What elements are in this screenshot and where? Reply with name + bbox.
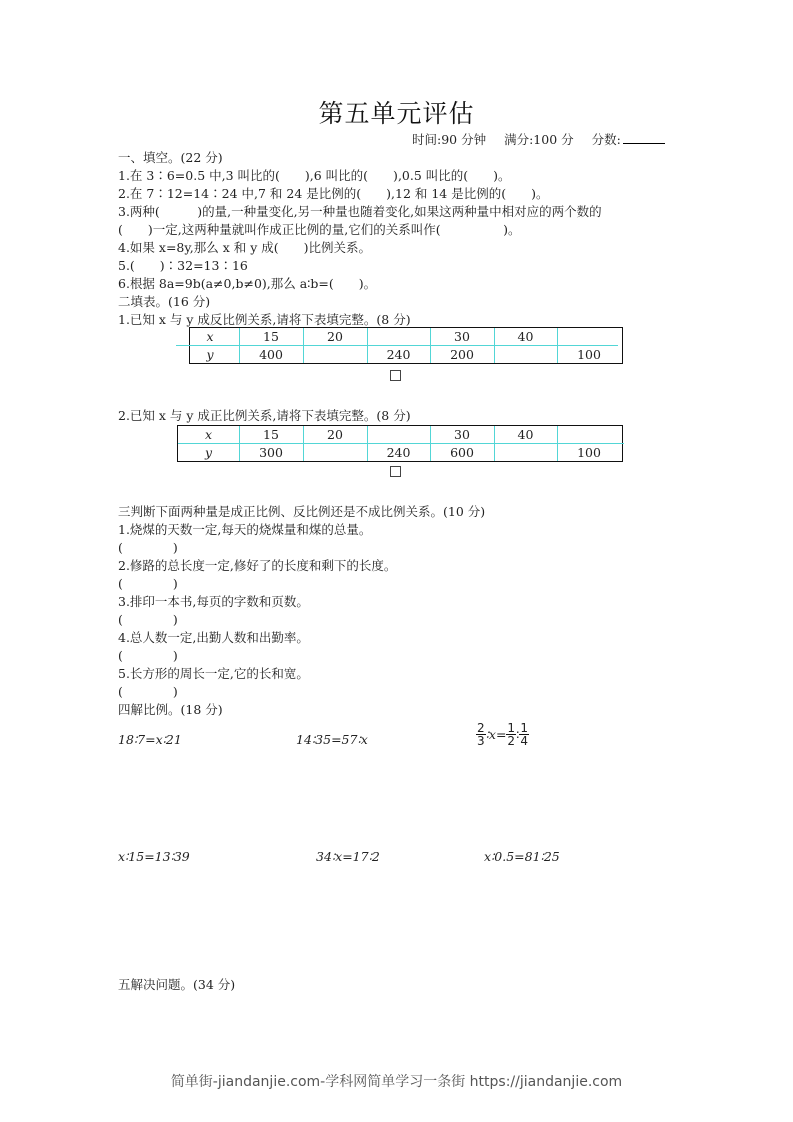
table-cell: x <box>204 427 213 442</box>
table-cell: 240 <box>386 347 411 362</box>
table-cell: 300 <box>259 445 283 460</box>
table-cell: 100 <box>577 347 601 362</box>
numerator: 2 <box>477 721 485 735</box>
table-cell: 15 <box>263 427 279 442</box>
s3-item-5: 5.长方形的周长一定,它的长和宽。 <box>118 666 309 681</box>
s1-item-5: 5.( )∶32=13∶16 <box>118 258 248 273</box>
footer-watermark: 简单街-jiandanjie.com-学科网简单学习一条街 https://jiandanjie.com <box>170 1074 623 1090</box>
s3-item-3: 3.排印一本书,每页的字数和页数。 <box>118 594 309 609</box>
page-title: 第五单元评估 <box>318 99 475 128</box>
fraction <box>476 722 486 747</box>
full-score-label: 满分:100 分 <box>504 132 574 147</box>
numerator: 1 <box>507 721 516 735</box>
checkbox-square-icon <box>390 466 401 477</box>
s3-item-2: 2.修路的总长度一定,修好了的长度和剩下的长度。 <box>118 558 397 573</box>
table-cell: 30 <box>454 329 470 344</box>
table-cell: y <box>204 445 213 460</box>
numerator: 1 <box>520 721 528 735</box>
s1-item-1: 1.在 3∶6=0.5 中,3 叫比的( ),6 叫比的( ),0.5 叫比的( )。 <box>118 168 511 183</box>
s3-answer-3[interactable]: ( ) <box>118 612 178 627</box>
table-cell: 240 <box>386 445 411 460</box>
denominator: 2 <box>507 734 516 748</box>
ratio-sep: ∶ <box>516 727 520 742</box>
s3-answer-4[interactable]: ( ) <box>118 648 178 663</box>
table-cell: 40 <box>517 329 534 344</box>
table-cell: y <box>206 347 214 362</box>
proportion-eq-6: x∶0.5=81∶25 <box>484 849 560 864</box>
section1-heading: 一、填空。(22 分) <box>118 150 223 165</box>
proportion-eq-5: 34∶x=17∶2 <box>316 849 380 864</box>
denominator: 4 <box>520 734 528 748</box>
table-cell: 15 <box>263 329 279 344</box>
proportion-eq-2: 14∶35=57∶x <box>296 732 368 747</box>
direct-proportion-table <box>177 425 623 462</box>
fraction <box>506 722 516 747</box>
s1-item-4: 4.如果 x=8y,那么 x 和 y 成( )比例关系。 <box>118 240 372 255</box>
section4-heading: 四解比例。(18 分) <box>118 702 223 717</box>
s1-item-2: 2.在 7∶12=14∶24 中,7 和 24 是比例的( ),12 和 14 是比例的( )。 <box>118 186 549 201</box>
score-label: 分数: <box>591 132 621 147</box>
table-cell: x <box>206 329 214 344</box>
s3-item-4: 4.总人数一定,出勤人数和出勤率。 <box>118 630 309 645</box>
table-cell: 200 <box>450 347 474 362</box>
fraction <box>519 722 529 747</box>
time-label: 时间:90 分钟 <box>412 132 487 147</box>
s1-item-6: 6.根据 8a=9b(a≠0,b≠0),那么 a∶b=( )。 <box>118 276 377 291</box>
table-cell: 40 <box>517 427 534 442</box>
table-cell: 20 <box>327 427 343 442</box>
s1-item-3-cont: ( )一定,这两种量就叫作成正比例的量,它们的关系叫作( )。 <box>118 222 521 237</box>
s2-q1-prompt: 1.已知 x 与 y 成反比例关系,请将下表填完整。(8 分) <box>118 312 411 327</box>
s3-answer-5[interactable]: ( ) <box>118 684 178 699</box>
table-cell: 600 <box>450 445 474 460</box>
s2-q2-prompt: 2.已知 x 与 y 成正比例关系,请将下表填完整。(8 分) <box>118 408 411 423</box>
s3-answer-2[interactable]: ( ) <box>118 576 178 591</box>
section2-heading: 二填表。(16 分) <box>118 294 211 309</box>
s3-item-1: 1.烧煤的天数一定,每天的烧煤量和煤的总量。 <box>118 522 372 537</box>
score-blank[interactable] <box>623 131 665 144</box>
proportion-eq-1: 18∶7=x∶21 <box>118 732 182 747</box>
table-cell: 100 <box>577 445 601 460</box>
table-cell: 400 <box>259 347 283 362</box>
exam-meta <box>412 130 665 148</box>
proportion-eq-3 <box>476 722 529 747</box>
inverse-proportion-table <box>189 327 623 364</box>
checkbox-square-icon <box>390 370 401 381</box>
table-cell: 20 <box>327 329 343 344</box>
table-cell: 30 <box>454 427 470 442</box>
section3-heading: 三判断下面两种量是成正比例、反比例还是不成比例关系。(10 分) <box>118 504 486 519</box>
section5-heading: 五解决问题。(34 分) <box>118 977 236 992</box>
proportion-eq-4: x∶15=13∶39 <box>118 849 190 864</box>
s3-answer-1[interactable]: ( ) <box>118 540 178 555</box>
eq-middle: ∶x= <box>485 727 507 742</box>
denominator: 3 <box>477 734 485 748</box>
s1-item-3: 3.两种( )的量,一种量变化,另一种量也随着变化,如果这两种量中相对应的两个数的 <box>118 204 602 219</box>
